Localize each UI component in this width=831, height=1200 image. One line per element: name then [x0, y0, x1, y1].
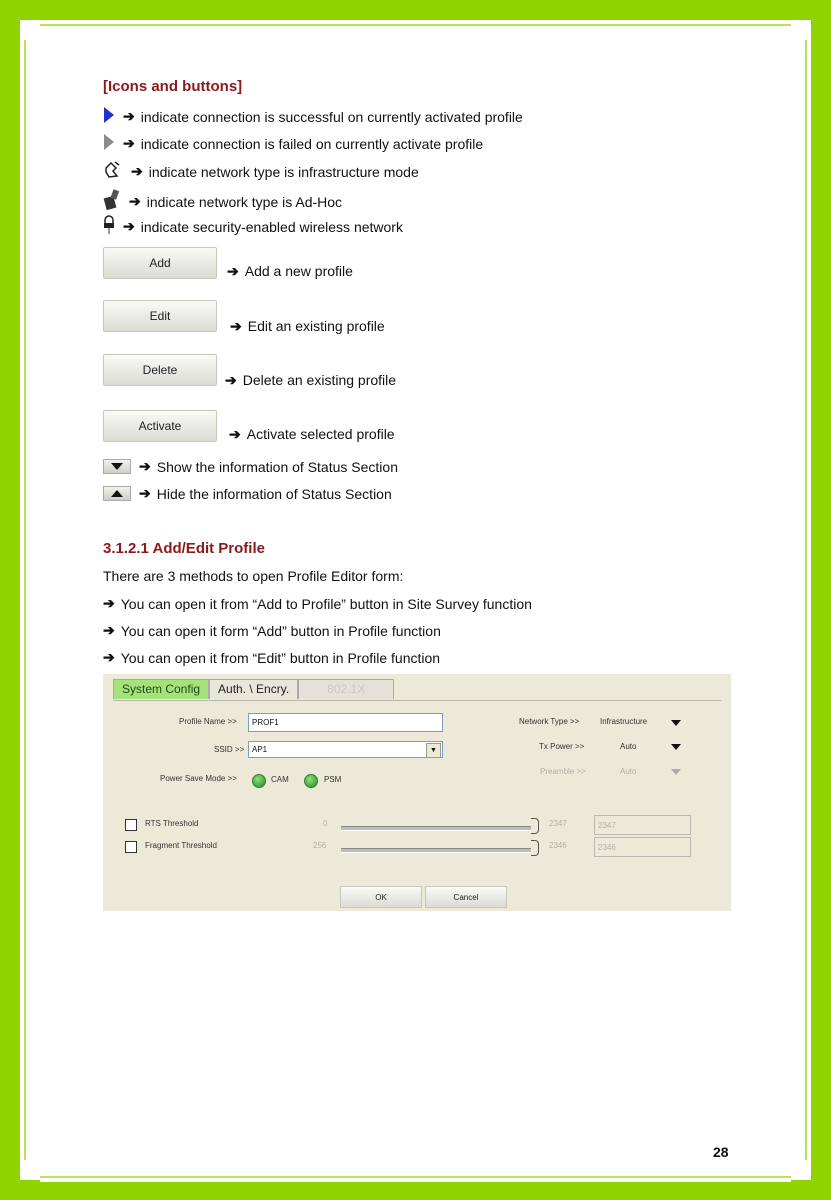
collapse-up-icon[interactable] — [103, 486, 131, 501]
cam-label: CAM — [271, 775, 289, 784]
adhoc-icon — [103, 189, 121, 214]
profile-editor-dialog — [103, 674, 731, 911]
method-item — [103, 649, 440, 666]
legend-text: indicate security-enabled wireless network — [140, 218, 403, 235]
rts-slider-track[interactable] — [341, 826, 531, 831]
button-desc-text: Delete an existing profile — [242, 372, 397, 388]
arrow-glyph: ➔ — [230, 318, 242, 334]
status-toggle-item — [103, 458, 398, 475]
method-text: You can open it from “Add to Profile” button in Site Survey function — [120, 595, 532, 612]
page-border-bottom — [40, 1182, 791, 1200]
network-type-label: Network Type >> — [519, 717, 580, 726]
inner-border-line — [805, 40, 807, 1160]
arrow-glyph: ➔ — [227, 263, 239, 279]
frag-value-input[interactable]: 2346 — [594, 837, 691, 857]
ssid-label: SSID >> — [214, 745, 245, 754]
blue-triangle-icon — [103, 106, 115, 127]
page-corner — [791, 0, 831, 40]
arrow-glyph: ➔ — [103, 649, 115, 665]
tab-system-config[interactable]: System Config — [113, 679, 209, 699]
preamble-value[interactable]: Auto — [620, 767, 637, 776]
arrow-glyph: ➔ — [139, 485, 151, 501]
psm-radio[interactable] — [304, 774, 318, 788]
profile-name-label: Profile Name >> — [179, 717, 237, 726]
power-save-label: Power Save Mode >> — [160, 774, 237, 783]
page-border-right — [811, 40, 831, 1160]
rts-slider-thumb[interactable] — [531, 818, 539, 834]
rts-min-label: 0 — [323, 819, 328, 828]
arrow-glyph: ➔ — [129, 193, 141, 209]
delete-button-description — [225, 372, 396, 389]
icons-section-heading: [Icons and buttons] — [103, 78, 243, 95]
cam-radio[interactable] — [252, 774, 266, 788]
preamble-dropdown-icon[interactable] — [671, 769, 681, 775]
method-text: You can open it form “Add” button in Profile function — [120, 622, 441, 639]
toggle-text: Hide the information of Status Section — [156, 485, 392, 502]
activate-button-description — [229, 426, 395, 443]
dialog-tabbar — [113, 679, 394, 699]
arrow-glyph: ➔ — [139, 458, 151, 474]
page-number: 28 — [713, 1144, 729, 1160]
infrastructure-icon — [103, 160, 123, 183]
page-corner — [791, 1160, 831, 1200]
ssid-combobox[interactable] — [248, 741, 443, 758]
button-desc-text: Activate selected profile — [246, 426, 395, 442]
add-button[interactable]: Add — [103, 247, 217, 279]
lock-icon — [103, 215, 115, 238]
toggle-text: Show the information of Status Section — [156, 458, 398, 475]
arrow-glyph: ➔ — [123, 135, 135, 151]
activate-button[interactable]: Activate — [103, 410, 217, 442]
tab-8021x[interactable]: 802.1X — [298, 679, 394, 699]
frag-min-label: 256 — [313, 841, 327, 850]
frag-slider-thumb[interactable] — [531, 840, 539, 856]
ssid-value: AP1 — [252, 745, 268, 754]
inner-border-line — [24, 40, 26, 1160]
ok-button[interactable]: OK — [340, 886, 422, 908]
tab-auth-encry[interactable]: Auth. \ Encry. — [209, 679, 298, 699]
arrow-glyph: ➔ — [229, 426, 241, 442]
arrow-glyph: ➔ — [131, 163, 143, 179]
rts-max-label: 2347 — [549, 819, 567, 828]
rts-value-input[interactable]: 2347 — [594, 815, 691, 835]
network-type-value[interactable]: Infrastructure — [600, 717, 648, 726]
cancel-button[interactable]: Cancel — [425, 886, 507, 908]
inner-border-line — [40, 1176, 791, 1178]
frag-max-label: 2346 — [549, 841, 567, 850]
icon-legend-item — [103, 106, 523, 127]
tx-power-label: Tx Power >> — [539, 742, 585, 751]
edit-button-description — [230, 318, 385, 335]
icon-legend-item — [103, 189, 342, 214]
rts-threshold-checkbox[interactable] — [125, 819, 137, 831]
legend-text: indicate connection is successful on currently activated profile — [140, 108, 523, 125]
tab-divider — [113, 700, 721, 701]
page-border-top — [40, 0, 791, 20]
icon-legend-item — [103, 133, 483, 154]
frag-slider-track[interactable] — [341, 848, 531, 853]
fragment-threshold-checkbox[interactable] — [125, 841, 137, 853]
arrow-glyph: ➔ — [103, 595, 115, 611]
page-corner — [0, 1160, 40, 1200]
page-corner — [0, 0, 40, 40]
button-desc-text: Add a new profile — [244, 263, 353, 279]
rts-threshold-label: RTS Threshold — [145, 819, 199, 828]
add-button-description — [227, 263, 353, 280]
chevron-down-icon[interactable]: ▼ — [426, 743, 441, 758]
inner-border-line — [40, 24, 791, 26]
edit-button[interactable]: Edit — [103, 300, 217, 332]
icon-legend-item — [103, 215, 403, 238]
section-intro: There are 3 methods to open Profile Editor form: — [103, 568, 404, 584]
method-item — [103, 622, 441, 639]
status-toggle-item — [103, 485, 392, 502]
legend-text: indicate connection is failed on currently activate profile — [140, 135, 484, 152]
method-item — [103, 595, 532, 612]
psm-label: PSM — [324, 775, 342, 784]
section-title: 3.1.2.1 Add/Edit Profile — [103, 540, 265, 557]
preamble-label: Preamble >> — [540, 767, 586, 776]
profile-name-input[interactable]: PROF1 — [248, 713, 443, 732]
icon-legend-item — [103, 160, 419, 183]
fragment-threshold-label: Fragment Threshold — [145, 841, 217, 850]
page-border-left — [0, 40, 20, 1160]
delete-button[interactable]: Delete — [103, 354, 217, 386]
legend-text: indicate network type is Ad-Hoc — [146, 193, 343, 210]
method-text: You can open it from “Edit” button in Profile function — [120, 649, 441, 666]
gray-triangle-icon — [103, 133, 115, 154]
arrow-glyph: ➔ — [225, 372, 237, 388]
expand-down-icon[interactable] — [103, 459, 131, 474]
tx-power-dropdown-icon[interactable] — [671, 744, 681, 750]
button-desc-text: Edit an existing profile — [247, 318, 385, 334]
network-type-dropdown-icon[interactable] — [671, 720, 681, 726]
arrow-glyph: ➔ — [123, 108, 135, 124]
tx-power-value[interactable]: Auto — [620, 742, 637, 751]
arrow-glyph: ➔ — [123, 218, 135, 234]
arrow-glyph: ➔ — [103, 622, 115, 638]
legend-text: indicate network type is infrastructure mode — [148, 163, 419, 180]
